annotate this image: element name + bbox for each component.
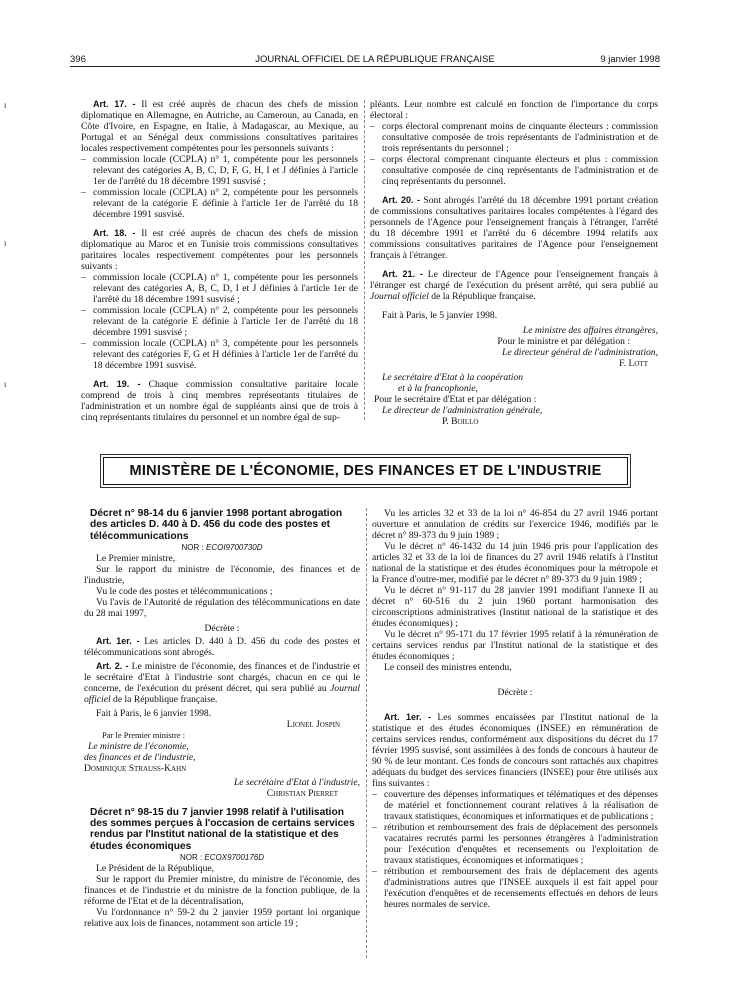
continuation-text: pléants. Leur nombre est calculé en fonction de l'importance du corps électoral : bbox=[370, 99, 658, 121]
list-item: – commission locale (CCPLA) n° 1, compétente pour les personnels relevant des catégories A, B, C, D, I et J définies à l'article 1er de l'arrêté du 18 décembre 1991 susvisé ; bbox=[81, 272, 358, 305]
signatory-name: Dominique Strauss-Kahn bbox=[84, 762, 187, 774]
art17-text: Il est créé auprès de chacun des chefs de mission diplomatique en Allemagne, en Autriche, au Cameroun, au Canada, en Côte d'Ivoire, en Espagne, en Italie, à Madagascar, au Mexique, au Portugal et au Sénégal deux commissions consultatives paritaires locales respectivement compétentes pour les personnels suivants : bbox=[81, 99, 358, 154]
ministry-title: MINISTÈRE DE L'ÉCONOMIE, DES FINANCES ET DE L'INDUSTRIE bbox=[103, 457, 628, 485]
bottom-left-column: Décret n° 98-14 du 6 janvier 1998 portant abrogation des articles D. 440 à D. 456 du code des postes et télécommunications NOR : ECOI9700730D Le Premier ministre, Sur le rapport du ministre de l'économie, des finances et de l'industrie, Vu le code des postes et télécommunications ; Vu l'avis de l'Autorité de régulation des télécommunications en date du 28 mai 1997, Décrète : Art. 1er. - Les articles D. 440 à D. 456 du code des postes et télécommunications sont abrogés. Art. 2. - Le ministre de l'économie, des finances et de l'industrie et le secrétaire d'Etat à l'industrie sont chargés, chacun en ce qui le concerne, de l'exécution du présent décret, qui sera publié au Journal officiel de la République française. Fait à Paris, le 6 janvier 1998. Lionel Jospin Par le Premier ministre : Le ministre de l'économie, des finances et de l'industrie, Dominique Strauss-Kahn Le secrétaire d'Etat à l'industrie, Christian Pierret Décret n° 98-15 du 7 janvier 1998 relatif à l'utilisation des sommes perçues à l'occasion de certains services rendus par l'Institut national de la statistique et des études économiques NOR : ECOX9700176D Le Président de la République, Sur le rapport du Premier ministre, du ministre de l'économie, des finances et de l'industrie et du ministre de la fonction publique, de la réforme de l'Etat et de la décentralisation, Vu l'ordonnance n° 59-2 du 2 janvier 1959 portant loi organique relative aux lois de finances, notamment son article 19 ; bbox=[84, 508, 361, 930]
margin-mark: ι bbox=[4, 100, 7, 110]
margin-mark: ι bbox=[4, 379, 7, 389]
list-item: – couverture des dépenses informatiques et télématiques et des dépenses de matériel et fonctionnement courant relatives à la réalisation de travaux statistiques, économiques et informatiques et de publications ; bbox=[372, 789, 658, 822]
done-date: Fait à Paris, le 5 janvier 1998. bbox=[382, 310, 498, 321]
signatory-name: Christian Pierret bbox=[266, 787, 338, 799]
art18-text: Il est créé auprès de chacun des chefs de mission diplomatique au Maroc et en Tunisie trois commissions consultatives paritaires locales respectivement compétentes pour les personnels suivants : bbox=[81, 228, 358, 272]
art19-label: Art. 19. - bbox=[93, 379, 141, 389]
list-item: – rétribution et remboursement des frais de déplacement des personnels vacataires recrutés parmi les personnes étrangères à l'administration pour l'exécution d'enquêtes et recensements ou l'exploitation de travaux statistiques, économiques et informatiques ; bbox=[372, 822, 658, 866]
column-divider bbox=[364, 100, 365, 420]
journal-title: JOURNAL OFFICIEL DE LA RÉPUBLIQUE FRANÇAISE bbox=[255, 54, 495, 65]
top-left-column bbox=[81, 99, 358, 423]
art18-label: Art. 18. - bbox=[93, 228, 136, 238]
page-number: 396 bbox=[70, 54, 86, 65]
header-rule bbox=[70, 66, 660, 67]
signatory-name: F. Lott bbox=[619, 358, 648, 369]
bottom-right-column: Vu les articles 32 et 33 de la loi n° 46-854 du 27 avril 1946 portant ouverture et annulation de crédits sur l'exercice 1946, modifiés par le décret n° 89-373 du 9 juin 1989 ; Vu le décret n° 46-1432 du 14 juin 1946 pris pour l'application des articles 32 et 33 de la loi de finances du 27 avril 1946 relatifs à l'Institut national de la statistique et des études économiques pour la métropole et la France d'outre-mer, modifié par le décret n° 89-373 du 9 juin 1989 ; Vu le décret n° 91-117 du 28 janvier 1991 modifiant l'annexe II au décret n° 60-516 du 2 juin 1960 portant harmonisation des circonscriptions administratives (Institut national de la statistique et des études économiques) ; Vu le décret n° 95-171 du 17 février 1995 relatif à la rémunération de certains services rendus par l'Institut national de la statistique et des études économiques ; Le conseil des ministres entendu, Décrète : Art. 1er. - Les sommes encaissées par l'Institut national de la statistique et des études économiques (INSEE) en rémunération de certains services rendus, conformément aux dispositions du décret du 17 février 1995 susvisé, sont assimilées à des fonds de concours à hauteur de 90 % de leur montant. Ces fonds de concours sont rattachés aux chapitres adéquats du budget des services financiers (INSEE) pour être utilisés aux fins suivantes : – couverture des dépenses informatiques et télématiques et des dépenses de matériel et fonctionnement courant relatives à la réalisation de travaux statistiques, économiques et informatiques et de publications ; – rétribution et remboursement des frais de déplacement des personnels vacataires recrutés parmi les personnes étrangères à l'administration pour l'exécution d'enquêtes et recensements ou l'exploitation de travaux statistiques, économiques et informatiques ; – rétribution et remboursement des frais de déplacement des agents d'administrations autres que l'INSEE auxquels il est fait appel pour l'exécution d'enquêtes et de recensements effectués en dehors de leurs heures normales de service. bbox=[372, 508, 658, 910]
nor-reference: NOR : ECOX9700176D bbox=[179, 853, 265, 863]
list-item: – corps électoral comprenant cinquante électeurs et plus : commission consultative composée de cinq représentants de l'administration et de cinq représentants du personnel. bbox=[370, 154, 658, 187]
decree-title: Décret n° 98-15 du 7 janvier 1998 relatif à l'utilisation des sommes perçues à l'occasion de certains services rendus par l'Institut national de la statistique et des études économiques bbox=[90, 806, 355, 852]
issue-date: 9 janvier 1998 bbox=[600, 54, 660, 65]
top-right-column: pléants. Leur nombre est calculé en fonction de l'importance du corps électoral : – corps électoral comprenant moins de cinquante électeurs : commission consultative composée de trois représentants de l'administration et de trois représentants du personnel ; – corps électoral comprenant cinquante électeurs et plus : commission consultative composée de cinq représentants de l'administration et de cinq représentants du personnel. Art. 20. - Sont abrogés l'arrêté du 18 décembre 1991 portant création de commissions consultatives paritaires locales compétentes à l'égard des personnels de l'Agence pour l'enseignement français à l'étranger, l'arrêté du 18 décembre 1991 et l'arrêté du 6 décembre 1994 relatifs aux commissions consultatives paritaires de l'Agence pour l'enseignement français à l'étranger. Art. 21. - Le directeur de l'Agence pour l'enseignement français à l'étranger est chargé de l'exécution du présent arrêté, qui sera publié au Journal officiel de la République française. Fait à Paris, le 5 janvier 1998. Le ministre des affaires étrangères, Pour le ministre et par délégation : Le directeur général de l'administration, F. Lott Le secrétaire d'Etat à la coopération et à la francophonie, Pour le secrétaire d'Etat et par délégation : Le directeur de l'administration générale, P. Boillo bbox=[370, 99, 658, 427]
art20-label: Art. 20. - bbox=[382, 195, 421, 205]
art17-label: Art. 17. - bbox=[93, 99, 136, 109]
list-item: – rétribution et remboursement des frais de déplacement des agents d'administrations autres que l'INSEE auxquels il est fait appel pour l'exécution d'enquêtes et de recensements effectués en dehors de leurs heures normales de service. bbox=[372, 866, 658, 910]
art21-label: Art. 21. - bbox=[382, 269, 423, 279]
list-item: – commission locale (CCPLA) n° 2, compétente pour les personnels relevant de la catégorie E définie à l'article 1er de l'arrêté du 18 décembre 1991 susvisé ; bbox=[81, 305, 358, 338]
signatory-name: Lionel Jospin bbox=[286, 718, 340, 730]
art20-text: Sont abrogés l'arrêté du 18 décembre 1991 portant création de commissions consultatives paritaires locales compétentes à l'égard des personnels de l'Agence pour l'enseignement français à l'étranger, l'arrêté du 18 décembre 1991 et l'arrêté du 6 décembre 1994 relatifs aux commissions consultatives paritaires de l'Agence pour l'enseignement français à l'étranger. bbox=[370, 195, 658, 261]
list-item: – commission locale (CCPLA) n° 2, compétente pour les personnels relevant de la catégorie E définie à l'article 1er de l'arrêté du 18 décembre 1991 susvisé. bbox=[81, 187, 358, 220]
list-item: – commission locale (CCPLA) n° 3, compétente pour les personnels relevant des catégories F, G et H définies à l'article 1er de l'arrêté du 18 décembre 1991 susvisé. bbox=[81, 338, 358, 371]
list-item: – corps électoral comprenant moins de cinquante électeurs : commission consultative composée de trois représentants de l'administration et de trois représentants du personnel ; bbox=[370, 121, 658, 154]
list-item: – commission locale (CCPLA) n° 1, compétente pour les personnels relevant des catégories A, B, C, D, F, G, H, I et J définies à l'article 1er de l'arrêté du 18 décembre 1991 susvisé ; bbox=[81, 154, 358, 187]
decree-title: Décret n° 98-14 du 6 janvier 1998 portant abrogation des articles D. 440 à D. 456 du code des postes et télécommunications bbox=[90, 508, 343, 542]
nor-reference: NOR : ECOI9700730D bbox=[181, 542, 263, 552]
signatory-name: P. Boillo bbox=[442, 416, 479, 427]
art19-text: Chaque commission consultative paritaire locale comprend de trois à cinq membres représentants titulaires de l'administration et un nombre égal de suppléants ainsi que de trois à cinq représentants titulaires du personnel et un nombre égal de sup- bbox=[81, 379, 358, 423]
column-divider bbox=[366, 508, 367, 958]
margin-mark: ι bbox=[4, 238, 7, 248]
